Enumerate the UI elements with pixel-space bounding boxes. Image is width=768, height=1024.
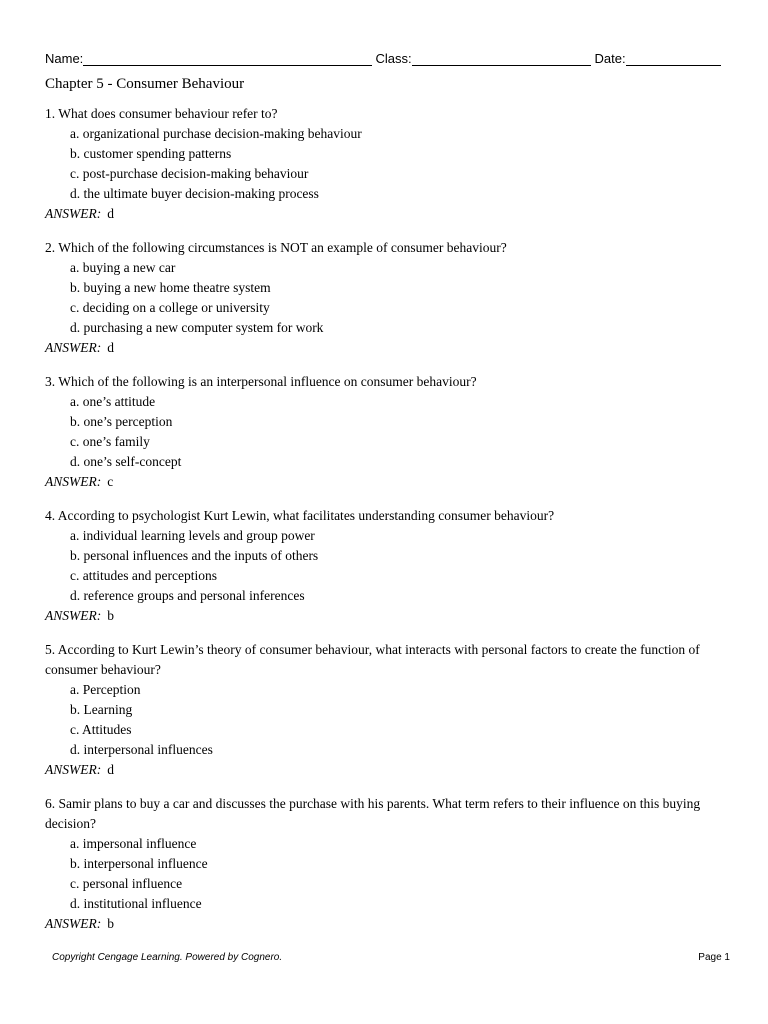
option-d: d. interpersonal influences <box>70 742 213 757</box>
option-d: d. the ultimate buyer decision-making process <box>70 186 319 201</box>
question-5 <box>45 640 735 780</box>
option-a: a. individual learning levels and group power <box>70 528 315 543</box>
question-1 <box>45 104 735 224</box>
question-3 <box>45 372 735 492</box>
answer-value: d <box>107 762 114 777</box>
option-a: a. impersonal influence <box>70 836 197 851</box>
option-d: d. reference groups and personal inferences <box>70 588 305 603</box>
option-list <box>70 834 735 914</box>
name-label: Name: <box>45 51 84 66</box>
option-b: b. buying a new home theatre system <box>70 280 271 295</box>
question-6 <box>45 794 735 934</box>
option-b: b. one’s perception <box>70 414 173 429</box>
option-list <box>70 526 735 606</box>
class-blank-line <box>412 51 591 66</box>
answer-line <box>45 606 735 626</box>
option-b: b. personal influences and the inputs of others <box>70 548 319 563</box>
answer-line <box>45 760 735 780</box>
answer-value: b <box>107 608 114 623</box>
answer-label: ANSWER: <box>45 762 102 777</box>
date-label: Date: <box>594 51 626 66</box>
question-list <box>45 104 735 948</box>
option-c: c. deciding on a college or university <box>70 300 270 315</box>
option-c: c. attitudes and perceptions <box>70 568 217 583</box>
option-b: b. customer spending patterns <box>70 146 232 161</box>
option-d: d. one’s self-concept <box>70 454 182 469</box>
answer-value: d <box>107 340 114 355</box>
option-list <box>70 680 735 760</box>
answer-value: c <box>107 474 114 489</box>
option-list <box>70 258 735 338</box>
question-stem: 1. What does consumer behaviour refer to? <box>45 106 278 121</box>
option-d: d. purchasing a new computer system for work <box>70 320 324 335</box>
name-blank-line <box>83 51 371 66</box>
question-4 <box>45 506 735 626</box>
option-a: a. buying a new car <box>70 260 176 275</box>
answer-label: ANSWER: <box>45 916 102 931</box>
answer-label: ANSWER: <box>45 206 102 221</box>
question-stem: 3. Which of the following is an interpersonal influence on consumer behaviour? <box>45 374 477 389</box>
option-c: c. Attitudes <box>70 722 132 737</box>
question-stem: 2. Which of the following circumstances is NOT an example of consumer behaviour? <box>45 240 507 255</box>
option-c: c. post-purchase decision-making behaviour <box>70 166 309 181</box>
question-stem: 5. According to Kurt Lewin’s theory of consumer behaviour, what interacts with personal factors to create the function of consumer behaviour? <box>45 642 700 677</box>
class-label: Class: <box>375 51 412 66</box>
option-c: c. one’s family <box>70 434 150 449</box>
answer-line <box>45 914 735 934</box>
answer-line <box>45 338 735 358</box>
option-b: b. interpersonal influence <box>70 856 208 871</box>
copyright-notice: Copyright Cengage Learning. Powered by Cognero. <box>52 952 283 963</box>
student-info-header <box>45 44 725 66</box>
chapter-title: Chapter 5 - Consumer Behaviour <box>45 76 245 92</box>
option-c: c. personal influence <box>70 876 183 891</box>
date-blank-line <box>626 51 721 66</box>
option-list <box>70 392 735 472</box>
page-footer <box>52 952 730 968</box>
answer-line <box>45 472 735 492</box>
option-a: a. organizational purchase decision-making behaviour <box>70 126 362 141</box>
option-d: d. institutional influence <box>70 896 202 911</box>
option-b: b. Learning <box>70 702 133 717</box>
answer-value: d <box>107 206 114 221</box>
option-a: a. Perception <box>70 682 141 697</box>
page-number: Page 1 <box>698 952 730 963</box>
question-stem: 4. According to psychologist Kurt Lewin, what facilitates understanding consumer behaviour? <box>45 508 555 523</box>
answer-line <box>45 204 735 224</box>
answer-value: b <box>107 916 114 931</box>
option-list <box>70 124 735 204</box>
question-2 <box>45 238 735 358</box>
answer-label: ANSWER: <box>45 474 102 489</box>
answer-label: ANSWER: <box>45 608 102 623</box>
option-a: a. one’s attitude <box>70 394 156 409</box>
question-stem: 6. Samir plans to buy a car and discusses the purchase with his parents. What term refers to their influence on this buying decision? <box>45 796 701 831</box>
answer-label: ANSWER: <box>45 340 102 355</box>
